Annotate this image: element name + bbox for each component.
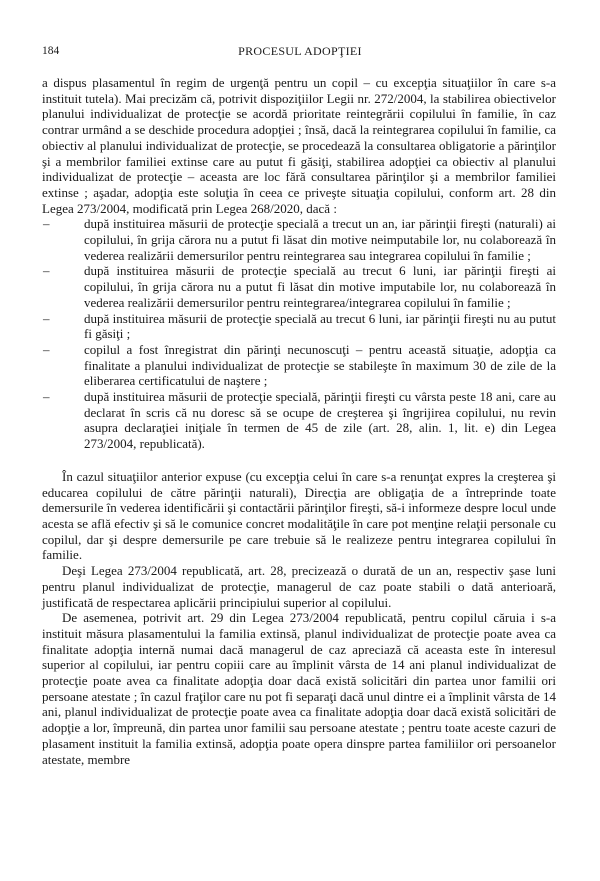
dash-bullet: – [43,389,50,405]
list-item [42,342,556,389]
body-paragraph: Deşi Legea 273/2004 republicată, art. 28, precizează o durată de un an, respectiv şase luni pentru planul individualizat de protecţie, managerul de caz poate stabili o dată anterioară, justificată de respectarea aplicării principiului superior al copilului. [42,563,556,610]
list-item-text: copilul a fost înregistrat din părinţi necunoscuţi – pentru această situaţie, adopţia ca finalitate a planului individualizat de protecţie se stabileşte în maximum 30 de zile de la eliberarea certificatului de naştere ; [84,341,556,389]
list-item [42,263,556,310]
list-item-text: după instituirea măsurii de protecţie specială a trecut un an, iar părinţii fireşti (naturali) ai copilului, în grija cărora nu a putut fi lăsat din motive neimputabile lor, nu colaborează în vederea realizării demersurilor pentru reintegrarea sau integrarea copilului în familie ; [84,216,556,263]
conditions-list [42,216,556,452]
page-number: 184 [42,45,60,57]
body-paragraph: De asemenea, potrivit art. 29 din Legea 273/2004 republicată, pentru copilul căruia i s-a instituit măsura plasamentului la familia extinsă, planul individualizat de protecţie poate avea ca finalitate adopţia internă numai dacă managerul de caz apreciază că aceasta este în interesul superior al copilului, iar pentru copiii care au împlinit vârsta de 14 ani planul individualizat de protecţie poate avea ca finalitate adopţia doar dacă există solicitări din partea unor familii ori persoane atestate ; în cazul fraţilor care nu pot fi separaţi dacă unul dintre ei a împlinit vârsta de 14 ani, planul individualizat de protecţie poate avea ca finalitate adopţia doar dacă există solicitări de adopţie a lor, împreună, din partea unor familii sau persoane atestate ; pentru toate aceste cazuri de plasament instituit la familia extinsă, adopţia poate opera dinspre partea familiilor ori persoanelor atestate, membre [42,610,556,767]
dash-bullet: – [43,341,50,357]
list-item [42,389,556,452]
list-item-text: după instituirea măsurii de protecţie specială au trecut 6 luni, iar părinţii fireşti nu au putut fi găsiţi ; [84,310,556,342]
dash-bullet: – [43,216,50,232]
list-item [42,311,556,342]
page-body [42,75,556,767]
dash-bullet: – [43,310,50,326]
dash-bullet: – [43,263,50,279]
body-paragraph: În cazul situaţiilor anterior expuse (cu excepţia celui în care s-a renunţat expres la creşterea şi educarea copilului de către părinţii naturali), Direcţia are obligaţia de a întreprinde toate demersurile în vederea identificării şi contactării părinţilor fireşti, să-i informeze despre locul unde acesta se află efectiv şi să le comunice concret modalităţile în care pot menţine relaţii personale cu copilul, dar şi despre demersurile pe care trebuie să le realizeze pentru integrarea copilului în familie. [42,468,556,563]
list-item-text: după instituirea măsurii de protecţie specială, părinţii fireşti cu vârsta peste 18 ani, care au declarat în scris că nu doresc să se ocupe de creşterea şi îngrijirea copilului, nu revin asupra declaraţiei iniţiale în termen de 45 de zile (art. 28, alin. 1, lit. e) din Legea 273/2004, republicată). [84,389,556,452]
running-title: PROCESUL ADOPŢIEI [238,44,362,58]
list-item-text: după instituirea măsurii de protecţie specială au trecut 6 luni, iar părinţii fireşti ai copilului, în grija cărora nu a putut fi lăsat din motive imputabile lor, nu colaborează în vederea realizării demersurilor pentru reintegrarea/integrarea copilului în familie ; [84,263,556,310]
list-item [42,216,556,263]
intro-paragraph: a dispus plasamentul în regim de urgenţă pentru un copil – cu excepţia situaţiilor în care s-a instituit tutela). Mai precizăm că, potrivit dispoziţiilor Legii nr. 272/2004, la stabilirea obiectivelor planului individualizat de protecţie se acordă prioritate reintegrării copilului în familie, în caz contrar urmând a se deschide procedura adopţiei ; însă, dacă la reintegrarea copilului în familie, ca obiectiv al planului individualizat de protecţie, se procedează la consultarea obligatorie a părinţilor şi a membrilor familiei extinse care au putut fi găsiţi, stabilirea adopţiei ca obiectiv al planului individualizat de protecţie – aceasta are loc fără consultarea părinţilor şi a membrilor familiei extinse ; aşadar, adopţia este soluţia în ceea ce priveşte situaţia copilului, conform art. 28 din Legea 273/2004, modificată prin Legea 268/2020, dacă : [42,75,556,216]
paragraph-spacer [42,452,556,469]
